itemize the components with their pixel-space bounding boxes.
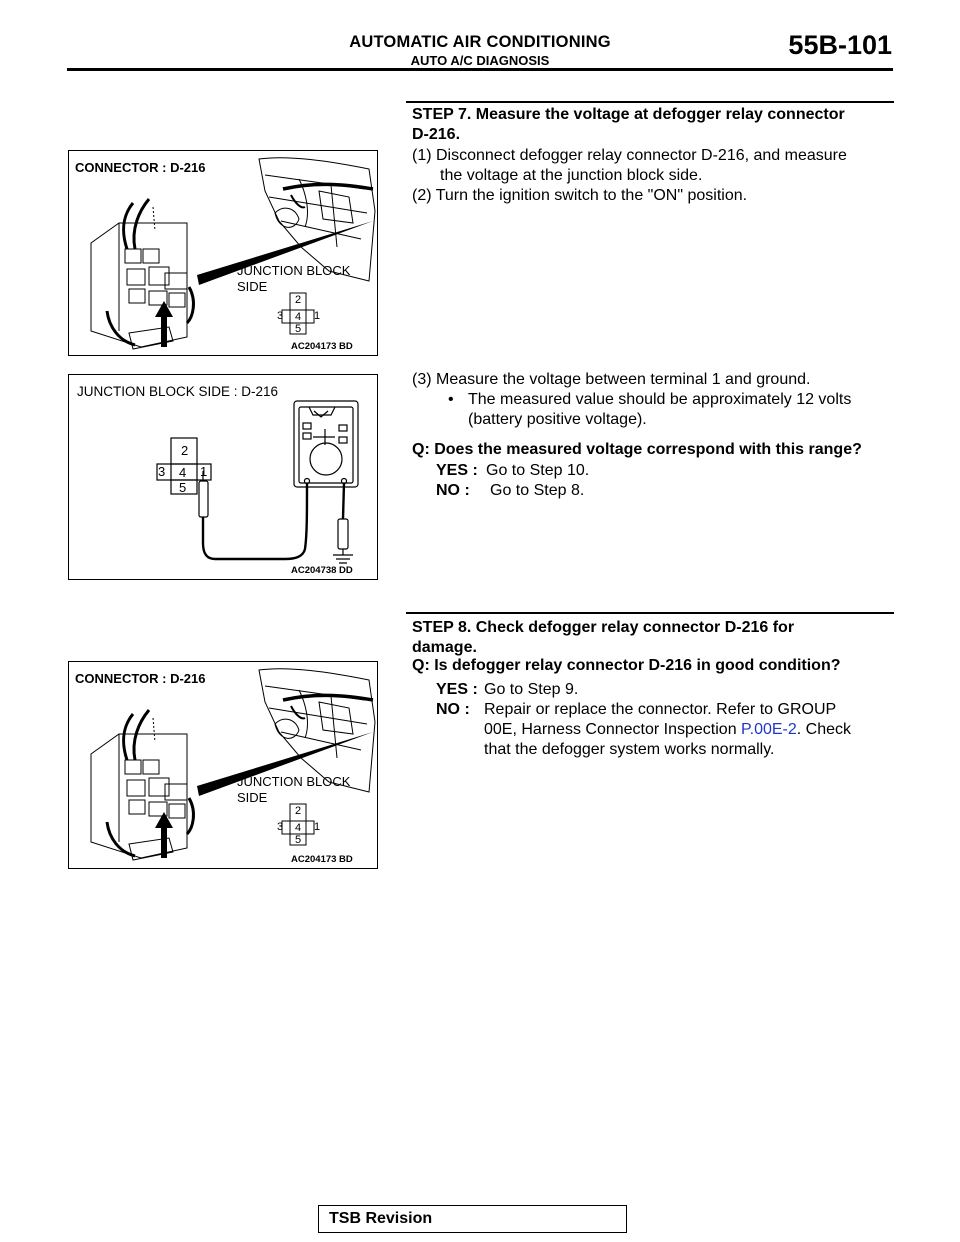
pin-5: 5 [295, 323, 302, 335]
footer-label: TSB Revision [329, 1210, 433, 1227]
header-rule [67, 68, 893, 71]
step7-question: Q: Does the measured voltage correspond with this range? [412, 441, 862, 458]
step8-rule [406, 612, 894, 614]
step8-question: Q: Is defogger relay connector D-216 in good condition? [412, 657, 841, 674]
page-title: AUTOMATIC AIR CONDITIONING [349, 33, 611, 51]
pin-1: 1 [314, 310, 321, 322]
step8-heading: STEP 8. Check defogger relay connector D-216 for damage. [412, 619, 795, 656]
pin-3: 3 [158, 464, 166, 479]
step7-answer-yes: YES : Go to Step 10. [436, 462, 590, 479]
page-subtitle: AUTO A/C DIAGNOSIS [410, 53, 550, 68]
pin-4: 4 [295, 311, 302, 323]
figure-code: AC204173 BD [291, 854, 353, 865]
step7-substep-2: (2) Turn the ignition switch to the "ON" position. [412, 187, 748, 204]
pin-5: 5 [179, 480, 187, 495]
step7-answer-no: NO : Go to Step 8. [436, 482, 585, 499]
figure-caption: CONNECTOR : D-216 [75, 671, 206, 686]
voltmeter-illustration [69, 375, 377, 579]
pin-1: 1 [314, 821, 321, 833]
pin-2: 2 [181, 443, 189, 458]
step8-answer-yes: YES : Go to Step 9. [436, 681, 579, 698]
pin-2: 2 [295, 294, 302, 306]
figure-connector-location-1 [68, 150, 378, 356]
page-number: 55B-101 [788, 30, 892, 60]
pin-5: 5 [295, 834, 302, 846]
junction-block-label: JUNCTION BLOCK SIDE [237, 774, 351, 805]
figure-caption: JUNCTION BLOCK SIDE : D-216 [77, 384, 279, 399]
junction-block-label: JUNCTION BLOCK SIDE [237, 263, 351, 294]
pin-2: 2 [295, 805, 302, 817]
step7-substep-3: (3) Measure the voltage between terminal 1 and ground. [412, 371, 811, 388]
connector-location-illustration [69, 662, 377, 868]
pin-4: 4 [179, 465, 187, 480]
figure-code: AC204738 DD [291, 565, 353, 576]
bullet-symbol: • [448, 391, 454, 408]
figure-voltage-measurement [68, 374, 378, 580]
inspection-link[interactable]: P.00E-2 [741, 721, 797, 738]
figure-caption: CONNECTOR : D-216 [75, 160, 206, 175]
figure-code: AC204173 BD [291, 341, 353, 352]
step8-answer-no: NO : Repair or replace the connector. Refer to GROUP 00E, Harness Connector Inspection P.00E-2. Check that the defogger system works normally. [436, 701, 852, 758]
step7-rule [406, 101, 894, 103]
pin-3: 3 [277, 821, 284, 833]
pin-1: 1 [200, 464, 208, 479]
step7-bullet: • The measured value should be approximately 12 volts (battery positive voltage). [448, 391, 852, 428]
connector-location-illustration [69, 151, 377, 355]
pin-4: 4 [295, 822, 302, 834]
pin-3: 3 [277, 310, 284, 322]
step7-heading: STEP 7. Measure the voltage at defogger relay connector D-216. [412, 106, 845, 143]
footer-box [318, 1205, 627, 1233]
step7-substep-1: (1) Disconnect defogger relay connector D-216, and measure the voltage at the junction block side. [412, 147, 847, 184]
figure-connector-location-2 [68, 661, 378, 869]
